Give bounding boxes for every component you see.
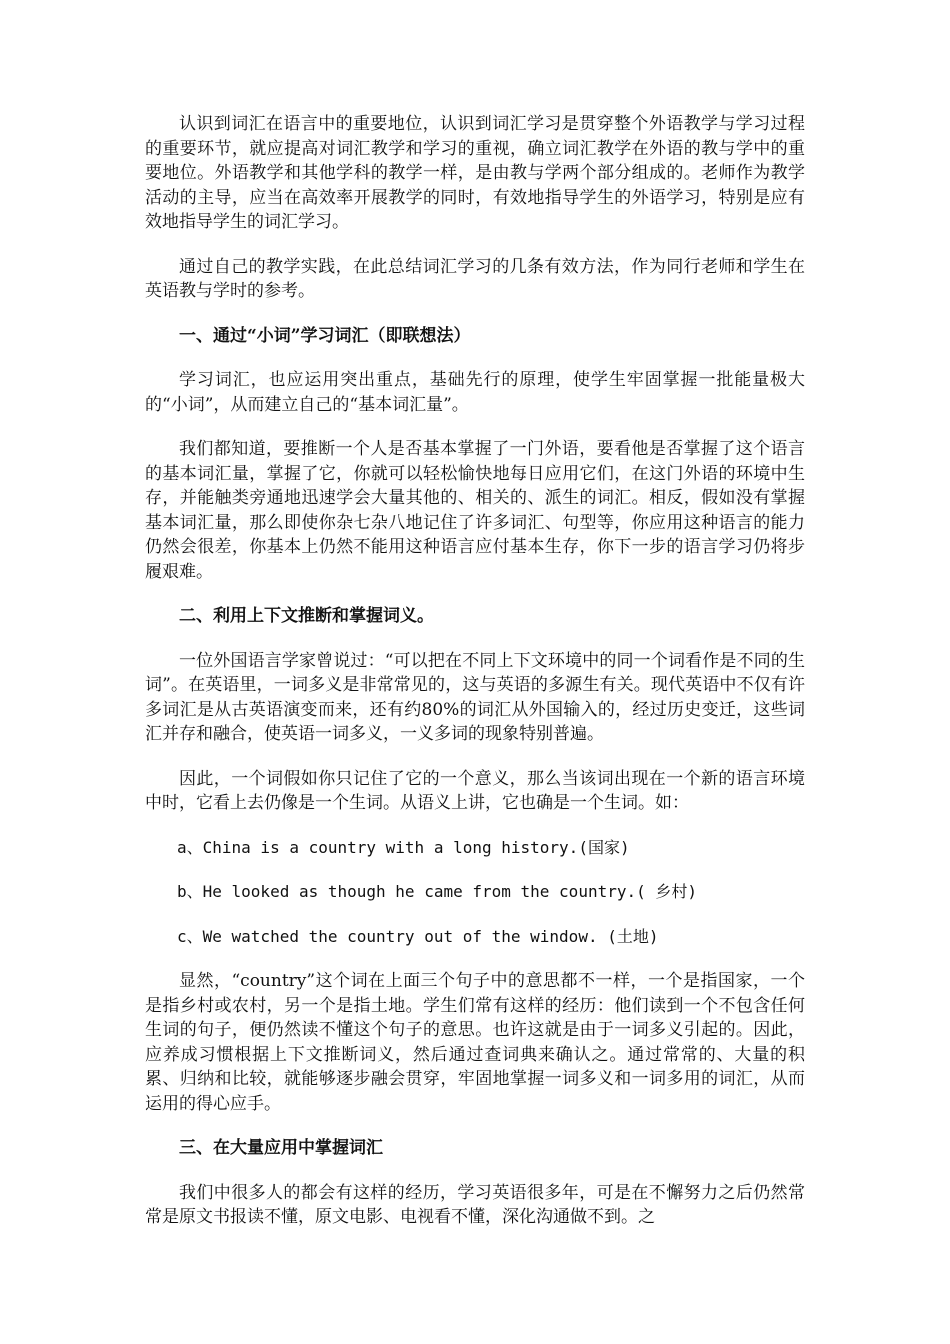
paragraph-basic-vocabulary: 我们都知道，要推断一个人是否基本掌握了一门外语，要看他是否掌握了这个语言的基本词汇量，掌握了它，你就可以轻松愉快地每日应用它们，在这门外语的环境中生存，并能触类旁通地迅速学会大量其他的、相关的、派生的词汇。相反，假如没有掌握基本词汇量，那么即使你杂七杂八地记住了许多词汇、句型等，你应用这种语言的能力仍然会很差，你基本上仍然不能用这种语言应付基本生存，你下一步的语言学习仍将步履艰难。	[145, 439, 805, 582]
document-page	[145, 112, 805, 1250]
section-heading-2: 二、利用上下文推断和掌握词义。	[179, 606, 434, 626]
paragraph-linguist-quote: 一位外国语言学家曾说过：“可以把在不同上下文环境中的同一个词看作是不同的生词”。在英语里，一词多义是非常常见的，这与英语的多源生有关。现代英语中不仅有许多词汇是从古英语演变而来，还有约80%的词汇从外国输入的，经过历史变迁，这些词汇并存和融合，使英语一词多义，一义多词的现象特别普遍。	[145, 650, 805, 744]
paragraph-mass-usage: 我们中很多人的都会有这样的经历，学习英语很多年，可是在不懈努力之后仍然常常是原文书报读不懂，原文电影、电视看不懂，深化沟通做不到。之	[145, 1182, 805, 1227]
paragraph-country-explanation: 显然，“country”这个词在上面三个句子中的意思都不一样，一个是指国家，一个是指乡村或农村，另一个是指土地。学生们常有这样的经历：他们读到一个不包含任何生词的句子，便仍然读不懂这个句子的意思。也许这就是由于一词多义引起的。因此，应养成习惯根据上下文推断词义，然后通过查词典来确认之。通过常常的、大量的积累、归纳和比较，就能够逐步融会贯穿，牢固地掌握一词多义和一词多用的词汇，从而运用的得心应手。	[145, 971, 805, 1114]
paragraph-intro-methods: 通过自己的教学实践，在此总结词汇学习的几条有效方法，作为同行老师和学生在英语教与学时的参考。	[145, 256, 805, 301]
section-heading-3: 三、在大量应用中掌握词汇	[179, 1138, 383, 1158]
example-sentence-a: a、China is a country with a long history.(国家)	[177, 837, 630, 857]
section-heading-1: 一、通过“小词”学习词汇（即联想法）	[179, 325, 471, 346]
paragraph-small-words: 学习词汇，也应运用突出重点，基础先行的原理，使学生牢固掌握一批能量极大的“小词”，从而建立自己的“基本词汇量”。	[145, 370, 805, 415]
example-sentence-c: c、We watched the country out of the window. (土地)	[177, 926, 659, 946]
paragraph-meaning-context: 因此，一个词假如你只记住了它的一个意义，那么当该词出现在一个新的语言环境中时，它看上去仍像是一个生词。从语义上讲，它也确是一个生词。如：	[145, 768, 805, 813]
example-sentence-b: b、He looked as though he came from the country.( 乡村)	[177, 882, 698, 901]
paragraph-vocabulary-importance: 认识到词汇在语言中的重要地位，认识到词汇学习是贯穿整个外语教学与学习过程的重要环节，就应提高对词汇教学和学习的重视，确立词汇教学在外语的教与学中的重要地位。外语教学和其他学科的教学一样，是由教与学两个部分组成的。老师作为教学活动的主导，应当在高效率开展教学的同时，有效地指导学生的外语学习，特别是应有效地指导学生的词汇学习。	[145, 114, 805, 232]
